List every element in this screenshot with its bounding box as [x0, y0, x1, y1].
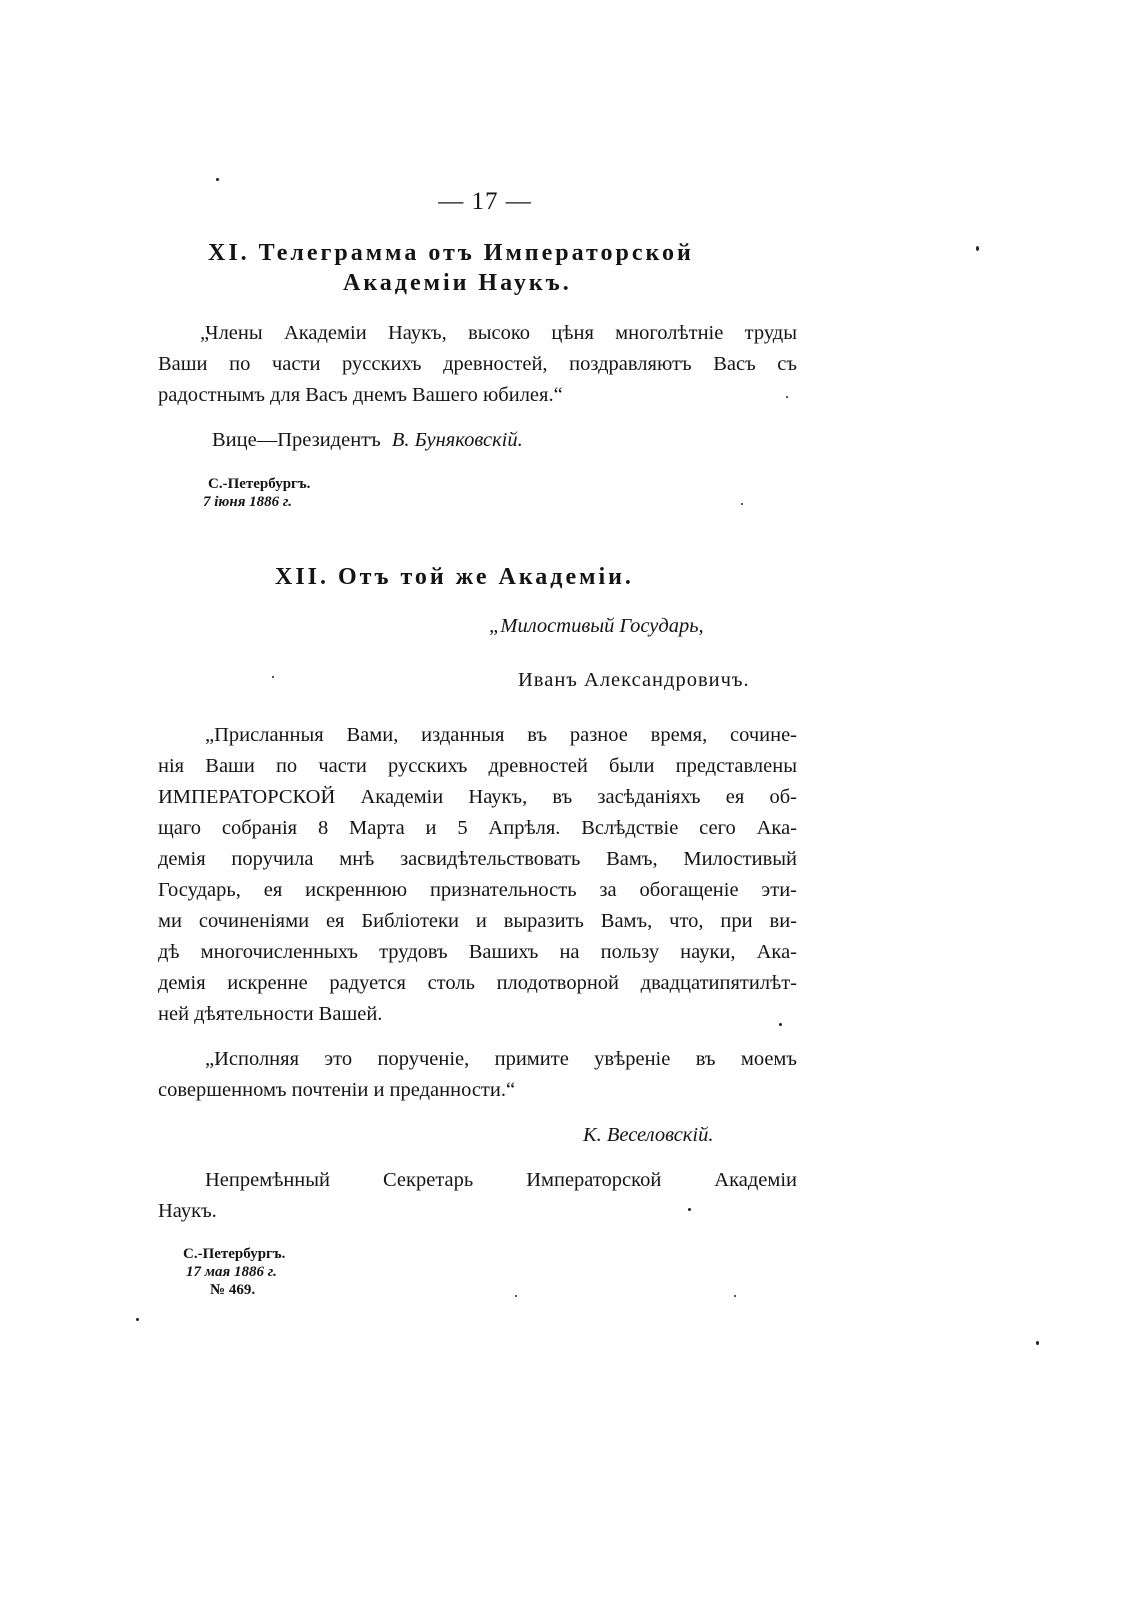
section-xii-date: 17 мая 1886 г.: [186, 1264, 277, 1280]
section-xi-heading-line1: XI. Телеграмма отъ Императорской: [208, 240, 694, 266]
scan-speck: [976, 246, 979, 251]
section-xi-signature: [212, 425, 523, 456]
section-xi-heading-line2: Академіи Наукъ.: [343, 270, 572, 296]
section-xi-body-line: „Члены Академіи Наукъ, высоко цѣня многолѣтніе труды: [200, 322, 797, 344]
section-xii-body-line: нія Ваши по части русскихъ древностей были представлены: [158, 755, 797, 777]
section-xii-secretary-line1: Непремѣнный Секретарь Императорской Академіи: [205, 1169, 797, 1191]
section-xi-date: 7 іюня 1886 г.: [203, 494, 293, 510]
section-xii-body-line: дѣ многочисленныхъ трудовъ Вашихъ на пользу науки, Ака-: [158, 941, 797, 963]
section-xii-body-line: Государь, ея искреннюю признательность за обогащеніе эти-: [158, 879, 797, 901]
section-xii-heading: XII. Отъ той же Академіи.: [275, 564, 634, 590]
scan-speck: [734, 1295, 736, 1297]
scan-speck: [216, 178, 219, 181]
section-xi-body-line: радостнымъ для Васъ днемъ Вашего юбилея.“: [158, 384, 563, 406]
section-xii-signature-name: К. Веселовскій.: [583, 1124, 714, 1146]
signature-title: Вице—Президентъ: [212, 429, 381, 451]
section-xii-body-line: ИМПЕРАТОРСКОЙ Академіи Наукъ, въ засѣданіяхъ ея об-: [158, 786, 797, 808]
section-xii-body-line: демія поручила мнѣ засвидѣтельствовать Вамъ, Милостивый: [158, 848, 797, 870]
scan-speck: [136, 1318, 139, 1321]
section-xii-body-line: щаго собранія 8 Марта и 5 Апрѣля. Вслѣдствіе сего Ака-: [158, 817, 797, 839]
section-xii-number: № 469.: [210, 1282, 256, 1298]
scan-speck: [272, 676, 274, 678]
scan-speck: [688, 1208, 691, 1211]
section-xii-body-line: ней дѣятельности Вашей.: [158, 1003, 383, 1025]
section-xi-place: С.-Петербургъ.: [208, 476, 311, 492]
section-xii-salutation-line2: Иванъ Александровичъ.: [518, 669, 750, 691]
scan-speck: [786, 396, 788, 398]
scan-speck: [515, 1295, 517, 1297]
section-xii-body-line: демія искренне радуется столь плодотворной двадцатипятилѣт-: [158, 972, 797, 994]
section-xii-body-line: „Присланныя Вами, изданныя въ разное время, сочине-: [205, 724, 797, 746]
section-xi-body-line: Ваши по части русскихъ древностей, поздравляютъ Васъ съ: [158, 353, 797, 375]
section-xii-closing-line: „Исполняя это порученіе, примите увѣреніе въ моемъ: [205, 1048, 797, 1070]
section-xii-place: С.-Петербургъ.: [183, 1246, 286, 1262]
section-xii-secretary-line2: Наукъ.: [158, 1200, 217, 1222]
section-xii-body-line: ми сочиненіями ея Библіотеки и выразить Вамъ, что, при ви-: [158, 910, 797, 932]
scan-speck: [741, 503, 743, 505]
scan-speck: [1036, 1341, 1039, 1345]
page-number: — 17 —: [438, 188, 532, 215]
signature-name: В. Буняковскій.: [391, 429, 523, 451]
section-xii-closing-line: совершенномъ почтеніи и преданности.“: [158, 1079, 516, 1101]
section-xii-salutation-line1: „Милостивый Государь,: [489, 615, 704, 637]
scan-speck: [779, 1023, 782, 1026]
